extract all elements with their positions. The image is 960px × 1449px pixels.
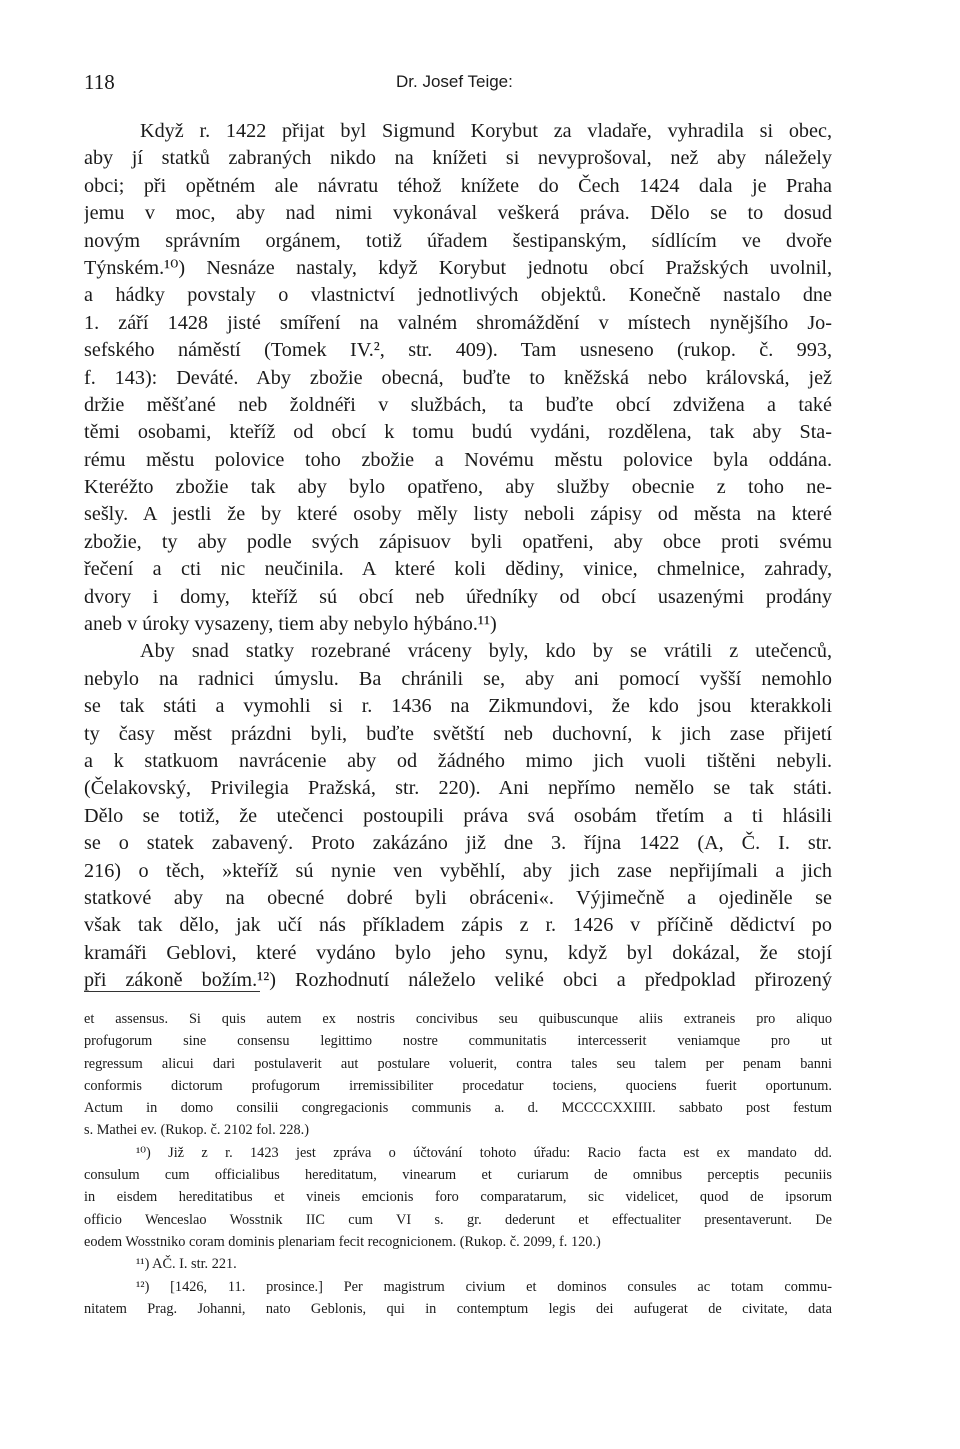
footnote-line: profugorum sine consensu legittimo nostre communitatis intercesserit veniamque pro ut: [84, 1033, 832, 1050]
text-line: a hádky povstaly o vlastnictví jednotlivých objektů. Konečně nastalo dne: [84, 284, 832, 307]
running-head: Dr. Josef Teige:: [396, 72, 513, 91]
text-line: Týnském.¹⁰) Nesnáze nastaly, když Korybut jednotu obcí Pražských uvolnil,: [84, 256, 832, 279]
page-number: 118: [84, 70, 115, 94]
text-line: Dělo se totiž, že utečenci postoupili práva svá osobám třetím a ti hlásili: [84, 804, 832, 827]
text-line: sešly. A jestli že by které osoby měly listy neboli zápisy od města na které: [84, 503, 832, 526]
footnote-line: ¹⁰) Již z r. 1423 jest zpráva o účtování tohoto úřadu: Racio facta est ex mandato dd.: [136, 1144, 832, 1161]
footnote-separator: [84, 991, 260, 992]
footnotes: [84, 1008, 832, 1320]
footnote-line: nitatem Prag. Johanni, nato Geblonis, qui in contemptum legis dei aufugerat de civitate, data: [84, 1300, 832, 1317]
text-line: 1. září 1428 jisté smíření na valném shromáždění v místech nynějšího Jo-: [84, 311, 832, 334]
text-line: ty časy měst prázdni byli, buďte světští neb duchovní, k jich zase přijetí: [84, 722, 832, 745]
text-line: aneb v úroky vysazeny, tiem aby nebylo hýbáno.¹¹): [84, 613, 497, 636]
footnote-line: regressum alicui dari postulaverit aut postulare voluerit, contra tales seu talem per penam banni: [84, 1055, 832, 1072]
text-line: se o statek zabavený. Proto zakázáno již dne 3. října 1422 (A, Č. I. str.: [84, 832, 832, 855]
footnote-line: ¹²) [1426, 11. prosince.] Per magistrum civium et dominos consules ac totam commu-: [136, 1278, 832, 1295]
text-line: rému městu polovice toho zbožie a Novému městu polovice byla oddána.: [84, 448, 832, 471]
text-line: však tak dělo, jak učí nás příkladem zápis z r. 1426 v příčině dědictví po: [84, 914, 832, 937]
text-line: (Čelakovský, Privilegia Pražská, str. 220). Ani nepřímo nemělo se tak státi.: [84, 777, 832, 800]
text-line: obci; při opětném ale návratu téhož knížete do Čech 1424 dala je Praha: [84, 174, 832, 197]
footnote-line: officio Wenceslao Wosstnik IIC cum VI s. gr. dederunt et effectualiter presentaverunt. De: [84, 1211, 832, 1228]
text-line: řečení a cti nic neučinila. A které koli dědiny, vinice, chmelnice, zahrady,: [84, 558, 832, 581]
main-text: [84, 118, 832, 995]
text-line: statkové aby na obecné dobré byli obráceni«. Výjimečně a ojediněle se: [84, 886, 832, 909]
text-line: nebylo na radnici úmyslu. Ba chránili se, aby ani pomocí vyšší nemohlo: [84, 667, 832, 690]
text-line: Když r. 1422 přijat byl Sigmund Korybut za vladaře, vyhradila si obec,: [140, 120, 832, 142]
footnote-line: conformis dictorum profugorum irremissibiliter procedatur tociens, quociens fuerit oportunum.: [84, 1077, 832, 1094]
text-line: těmi osobami, kteříž od obcí k tomu budú vydáni, rozdělena, tak aby Sta-: [84, 421, 832, 444]
text-line: aby jí statků zabraných nikdo na knížeti si nevyprošoval, než aby náležely: [84, 147, 832, 170]
footnote-line: consulum cum officialibus hereditatum, vinearum et curiarum de omnibus perceptis pecuniis: [84, 1167, 832, 1184]
text-line: jemu v moc, aby nad nimi vykonával veškerá práva. Dělo se to dosud: [84, 202, 832, 225]
text-line: zbožie, ty aby podle svých zápisuov byli opatřeni, aby obce proti svému: [84, 530, 832, 553]
text-line: Kteréžto zbožie tak aby bylo opatřeno, aby služby obecnie z toho ne-: [84, 476, 832, 499]
page-header: [84, 70, 844, 94]
footnote-line: s. Mathei ev. (Rukop. č. 2102 fol. 228.): [84, 1122, 310, 1139]
footnote-line: eodem Wosstniko coram dominis plenariam fecit recognicionem. (Rukop. č. 2099, f. 120.): [84, 1233, 601, 1250]
footnote-line: Actum in domo consilii congregacionis communis a. d. MCCCCXXIIII. sabbato post festum: [84, 1100, 832, 1117]
text-line: novým správním orgánem, totiž úřadem šestipanským, sídlícím ve dvoře: [84, 229, 832, 252]
text-line: kramáři Geblovi, které vydáno bylo jeho synu, když byl dokázal, že stojí: [84, 941, 832, 964]
text-line: f. 143): Deváté. Aby zbožie obecná, buďte to kněžská nebo královská, jež: [84, 366, 832, 389]
footnote-line: in eisdem hereditatibus et vineis emcionis foro comparatarum, sic videlicet, quod de ipsorum: [84, 1189, 832, 1206]
footnote-line: et assensus. Si quis autem ex nostris concivibus seu quibuscunque aliis extraneis pro aliquo: [84, 1011, 832, 1027]
text-line: a k statkuom navrácenie aby od žádného mimo jich vuoli tištěni nebyli.: [84, 749, 832, 772]
text-line: Aby snad statky rozebrané vráceny byly, kdo by se vrátili z utečenců,: [140, 640, 832, 663]
footnote-line: ¹¹) AČ. I. str. 221.: [136, 1256, 237, 1273]
text-line: při zákoně božím.¹²) Rozhodnutí náleželo veliké obci a předpoklad přirozený: [84, 969, 832, 992]
text-line: 216) o těch, »kteříž sú nynie ven vyběhlí, aby jich zase nepřijímali a jich: [84, 859, 832, 882]
text-line: dvory i domy, kteříž sú obcí neb úředníky od obcí usazenými prodány: [84, 585, 832, 608]
text-line: sefského náměstí (Tomek IV.², str. 409). Tam usneseno (rukop. č. 993,: [84, 339, 832, 362]
text-line: držie měšťané neb žoldnéři v službách, ta buďte obcí zdvižena a také: [84, 393, 832, 416]
text-line: se tak státi a vymohli si r. 1436 na Zikmundovi, že kdo jsou kterakkoli: [84, 695, 832, 718]
